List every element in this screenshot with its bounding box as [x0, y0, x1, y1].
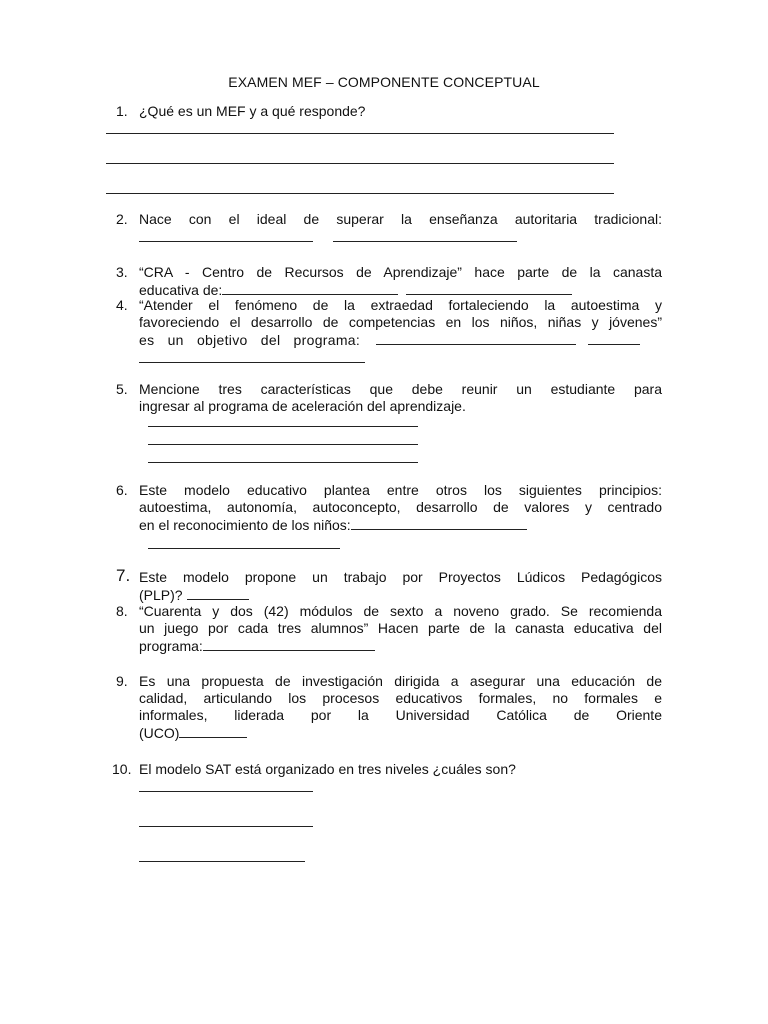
question-text-line: (PLP)? [139, 587, 183, 603]
answer-blank[interactable] [588, 331, 640, 345]
answer-line[interactable] [139, 861, 305, 862]
question-8 [116, 603, 662, 655]
question-number: 7. [116, 566, 131, 585]
answer-blank[interactable] [187, 586, 249, 600]
question-text-line: calidad, articulando los procesos educativos formales, no formales e [139, 690, 662, 706]
question-text-line: ingresar al programa de aceleración del aprendizaje. [139, 398, 466, 414]
question-number: 8. [116, 603, 128, 619]
question-text-line: “Cuarenta y dos (42) módulos de sexto a noveno grado. Se recomienda [139, 603, 662, 619]
question-10 [112, 761, 662, 778]
question-text-line: un juego por cada tres alumnos” Hacen parte de la canasta educativa del [139, 620, 662, 636]
answer-line[interactable] [139, 791, 313, 792]
question-text-line: educativa de: [139, 282, 223, 298]
answer-blank[interactable] [351, 516, 527, 530]
question-number: 5. [116, 381, 128, 397]
answer-blank[interactable] [203, 637, 375, 651]
answer-line[interactable] [148, 426, 418, 427]
answer-line[interactable] [106, 133, 614, 134]
question-number: 2. [116, 211, 128, 227]
answer-line[interactable] [148, 444, 418, 445]
question-text-line: Este modelo educativo plantea entre otros los siguientes principios: [139, 482, 662, 498]
question-3 [116, 264, 662, 299]
question-number: 9. [116, 673, 128, 689]
question-7 [116, 566, 662, 604]
question-text-line: Mencione tres características que debe reunir un estudiante para [139, 381, 662, 397]
question-number: 4. [116, 297, 128, 313]
question-number: 3. [116, 264, 128, 280]
question-text-line: en el reconocimiento de los niños: [139, 517, 351, 533]
question-text: El modelo SAT está organizado en tres niveles ¿cuáles son? [139, 761, 516, 777]
question-number: 1. [116, 103, 128, 119]
answer-line[interactable] [139, 826, 313, 827]
question-2 [116, 211, 662, 228]
question-number: 10. [112, 761, 132, 777]
answer-line[interactable] [139, 241, 313, 242]
question-text: ¿Qué es un MEF y a qué responde? [139, 103, 366, 119]
answer-blank[interactable] [179, 724, 247, 738]
answer-line[interactable] [139, 362, 365, 363]
question-text-line: programa: [139, 638, 203, 654]
answer-blank[interactable] [222, 281, 398, 295]
question-text-line: es un objetivo del programa: [139, 332, 361, 348]
question-text: Nace con el ideal de superar la enseñanza autoritaria tradicional: [139, 211, 662, 227]
question-text-line: Este modelo propone un trabajo por Proyectos Lúdicos Pedagógicos [139, 569, 662, 585]
question-5 [116, 381, 662, 415]
question-4 [116, 297, 662, 349]
answer-blank[interactable] [376, 331, 576, 345]
question-text-line: informales, liderada por la Universidad Católica de Oriente [139, 707, 662, 723]
question-text-line: “CRA - Centro de Recursos de Aprendizaje” hace parte de la canasta [139, 264, 662, 280]
answer-line[interactable] [333, 241, 517, 242]
answer-line[interactable] [106, 193, 614, 194]
question-1 [116, 103, 662, 120]
question-6 [116, 482, 662, 534]
question-text-line: (UCO) [139, 725, 180, 741]
question-number: 6. [116, 482, 128, 498]
question-text-line: favoreciendo el desarrollo de competencias en los niños, niñas y jóvenes” [139, 314, 662, 330]
question-9 [116, 673, 662, 742]
page-title: EXAMEN MEF – COMPONENTE CONCEPTUAL [228, 74, 540, 90]
question-text-line: “Atender el fenómeno de la extraedad fortaleciendo la autoestima y [139, 297, 662, 313]
answer-line[interactable] [106, 163, 614, 164]
question-text-line: Es una propuesta de investigación dirigida a asegurar una educación de [139, 673, 662, 689]
answer-blank[interactable] [406, 281, 572, 295]
answer-line[interactable] [148, 548, 340, 549]
question-text-line: autoestima, autonomía, autoconcepto, desarrollo de valores y centrado [139, 499, 662, 515]
answer-line[interactable] [148, 462, 418, 463]
